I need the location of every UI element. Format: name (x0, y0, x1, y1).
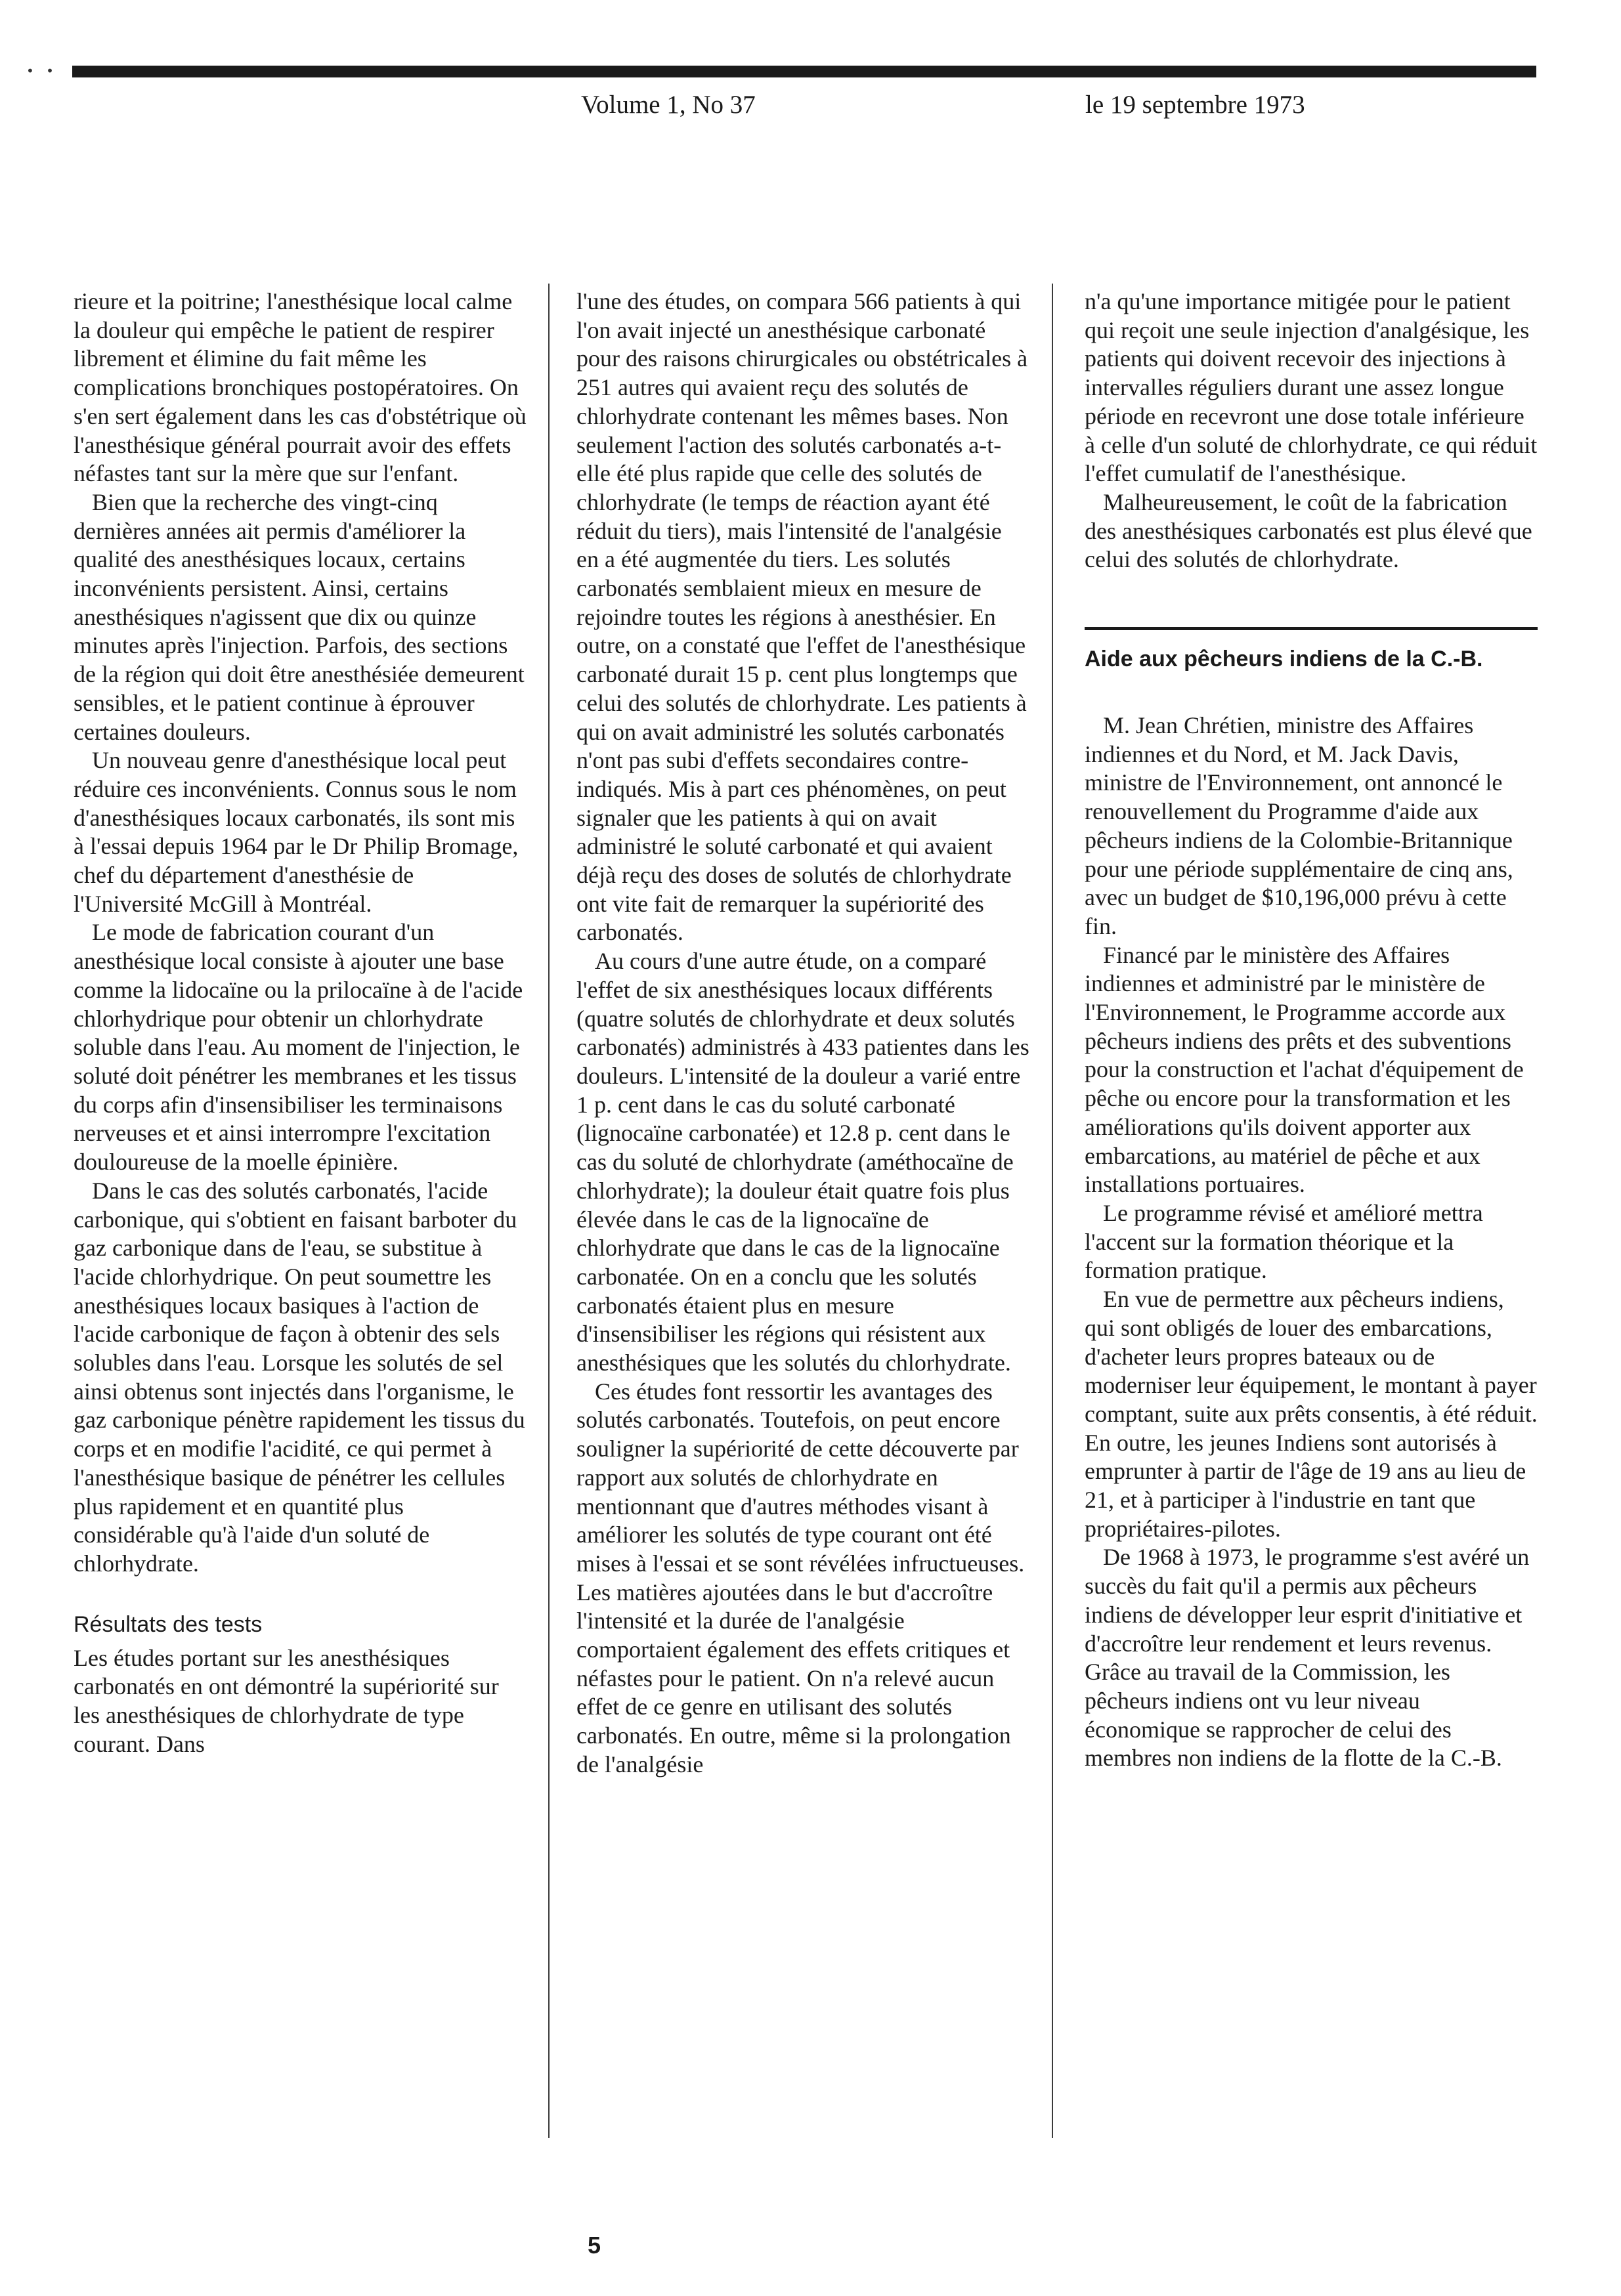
paragraph: rieure et la poitrine; l'anesthésique local calme la douleur qui empêche le patient de respirer librement et élimine du fait même les complications bronchiques postopératoires. On s'en sert également dans les cas d'obstétrique où l'anesthésique général pourrait avoir des effets néfastes tant sur la mère que sur l'enfant. (74, 288, 527, 487)
column-2 (576, 287, 1029, 1779)
header-rule (72, 66, 1536, 77)
paragraph: Dans le cas des solutés carbonatés, l'acide carbonique, qui s'obtient en faisant barboter du gaz carbonique dans de l'eau, se substitue à l'acide chlorhydrique. On peut soumettre les anesthésiques locaux basiques à l'action de l'acide carbonique de façon à obtenir des sels solubles dans l'eau. Lorsque les solutés de sel ainsi obtenus sont injectés dans l'organisme, le gaz carbonique pénètre rapidement les tissus du corps et en modifie l'acidité, ce qui permet à l'anesthésique basique de pénétrer les cellules plus rapidement et en quantité plus considérable qu'à l'aide d'un soluté de chlorhydrate. (74, 1177, 525, 1577)
paragraph: Financé par le ministère des Affaires indiennes et administré par le ministère de l'Environnement, le Programme accorde aux pêcheurs indiens des prêts et des subventions pour la construction et l'achat d'équipement de pêche ou encore pour la transformation et les améliorations qu'ils doivent apporter aux embarcations, au matériel de pêche et aux installations portuaires. (1085, 941, 1524, 1198)
paragraph: Le mode de fabrication courant d'un anesthésique local consiste à ajouter une base comme la lidocaïne ou la prilocaïne à de l'acide chlorhydrique pour obtenir un chlorhydrate soluble dans l'eau. Au moment de l'injection, le soluté doit pénétrer les membranes et les tissus du corps afin d'insensibiliser les terminaisons nerveuses et et ainsi interrompre l'excitation douloureuse de la moelle épinière. (74, 919, 523, 1176)
issue-volume: Volume 1, No 37 (581, 91, 756, 119)
column-divider-2 (1052, 284, 1053, 2138)
paragraph: Un nouveau genre d'anesthésique local peut réduire ces inconvénients. Connus sous le nom d'anesthésiques locaux carbonatés, ils sont mis à l'essai depuis 1964 par le Dr Philip Bromage, chef du département d'anesthésie de l'Université McGill à Montréal. (74, 747, 519, 917)
paragraph: Ces études font ressortir les avantages des solutés carbonatés. Toutefois, on peut encore souligner la supériorité de cette découverte par rapport aux solutés de chlorhydrate en mentionnant que d'autres méthodes visant à améliorer les solutés de type courant ont été mises à l'essai et se sont révélées infructueuses. Les matières ajoutées dans le but d'accroître l'intensité et la durée de l'analgésie comportaient également des effets critiques et néfastes pour le patient. On n'a relevé aucun effet de ce genre en utilisant des solutés carbonatés. En outre, même si la prolongation de l'analgésie (576, 1378, 1025, 1777)
paragraph: Malheureusement, le coût de la fabrication des anesthésiques carbonatés est plus élevé que celui des solutés de chlorhydrate. (1085, 488, 1532, 573)
issue-date: le 19 septembre 1973 (1085, 91, 1305, 119)
section-heading-results: Résultats des tests (74, 1611, 263, 1637)
paragraph: Les études portant sur les anesthésiques carbonatés en ont démontré la supériorité sur les anesthésiques de chlorhydrate de type courant. Dans (74, 1644, 499, 1757)
paragraph: En vue de permettre aux pêcheurs indiens, qui sont obligés de louer des embarcations, d'acheter leurs propres bateaux ou de moderniser leur équipement, le montant à payer comptant, suite aux prêts consentis, à été réduit. En outre, les jeunes Indiens sont autorisés à emprunter à partir de l'âge de 19 ans au lieu de 21, et à participer à l'industrie en tant que propriétaires-pilotes. (1085, 1286, 1538, 1542)
paragraph: De 1968 à 1973, le programme s'est avéré un succès du fait qu'il a permis aux pêcheurs indiens de développer leur esprit d'initiative et d'accroître leur rendement et leurs revenus. Grâce au travail de la Commission, les pêcheurs indiens ont vu leur niveau économique se rapprocher de celui des membres non indiens de la flotte de la C.-B. (1085, 1544, 1530, 1772)
column-1 (74, 287, 527, 1758)
article-title: Aide aux pêcheurs indiens de la C.-B. (1085, 647, 1483, 672)
paragraph: n'a qu'une importance mitigée pour le patient qui reçoit une seule injection d'analgésique, les patients qui doivent recevoir des injections à intervalles réguliers durant une assez longue période en recevront une dose totale inférieure à celle d'un soluté de chlorhydrate, ce qui réduit l'effet cumulatif de l'anesthésique. (1085, 288, 1538, 487)
article-divider-rule (1085, 627, 1538, 630)
paragraph: Le programme révisé et amélioré mettra l'accent sur la formation théorique et la formation pratique. (1085, 1199, 1483, 1284)
page-number: 5 (588, 2232, 601, 2259)
paragraph: M. Jean Chrétien, ministre des Affaires indiennes et du Nord, et M. Jack Davis, ministre de l'Environnement, ont annoncé le renouvellement du Programme d'aide aux pêcheurs indiens de la Colombie-Britannique pour une période supplémentaire de cinq ans, avec un budget de $10,196,000 prévu à cette fin. (1085, 712, 1513, 939)
column-3 (1085, 287, 1538, 1773)
corner-mark: • • (26, 63, 58, 79)
paragraph: Au cours d'une autre étude, on a comparé l'effet de six anesthésiques locaux différents (quatre solutés de chlorhydrate et deux solutés carbonatés) administrés à 433 patientes dans les douleurs. L'intensité de la douleur a varié entre 1 p. cent dans le cas du soluté carbonaté (lignocaïne carbonatée) et 12.8 p. cent dans le cas du soluté de chlorhydrate (améthocaïne de chlorhydrate); la douleur était quatre fois plus élevée dans le cas de la lignocaïne de chlorhydrate que dans le cas de la lignocaïne carbonatée. On en a conclu que les solutés carbonatés étaient plus en mesure d'insensibiliser les régions qui résistent aux anesthésiques que les solutés du chlorhydrate. (576, 948, 1029, 1376)
paragraph: Bien que la recherche des vingt-cinq dernières années ait permis d'améliorer la qualité des anesthésiques locaux, certains inconvénients persistent. Ainsi, certains anesthésiques n'agissent que dix ou quinze minutes après l'injection. Parfois, des sections de la région qui doit être anesthésiée demeurent sensibles, et le patient continue à éprouver certaines douleurs. (74, 488, 525, 745)
paragraph: l'une des études, on compara 566 patients à qui l'on avait injecté un anesthésique carbonaté pour des raisons chirurgicales ou obstétricales à 251 autres qui avaient reçu des solutés de chlorhydrate contenant les mêmes bases. Non seulement l'action des solutés carbonatés a-t-elle été plus rapide que celle des solutés de chlorhydrate (le temps de réaction ayant été réduit du tiers), mais l'intensité de l'analgésie en a été augmentée du tiers. Les solutés carbonatés semblaient mieux en mesure de rejoindre toutes les régions à anesthésier. En outre, on a constaté que l'effet de l'anesthésique carbonaté durait 15 p. cent plus longtemps que celui des solutés de chlorhydrate. Les patients à qui on avait administré les solutés carbonatés n'ont pas subi d'effets secondaires contre-indiqués. Mis à part ces phénomènes, on peut signaler que les patients à qui on avait administré le soluté carbonaté et qui avaient déjà reçu des doses de solutés de chlorhydrate ont vite fait de remarquer la supériorité des carbonatés. (576, 288, 1028, 946)
column-divider-1 (548, 284, 550, 2138)
